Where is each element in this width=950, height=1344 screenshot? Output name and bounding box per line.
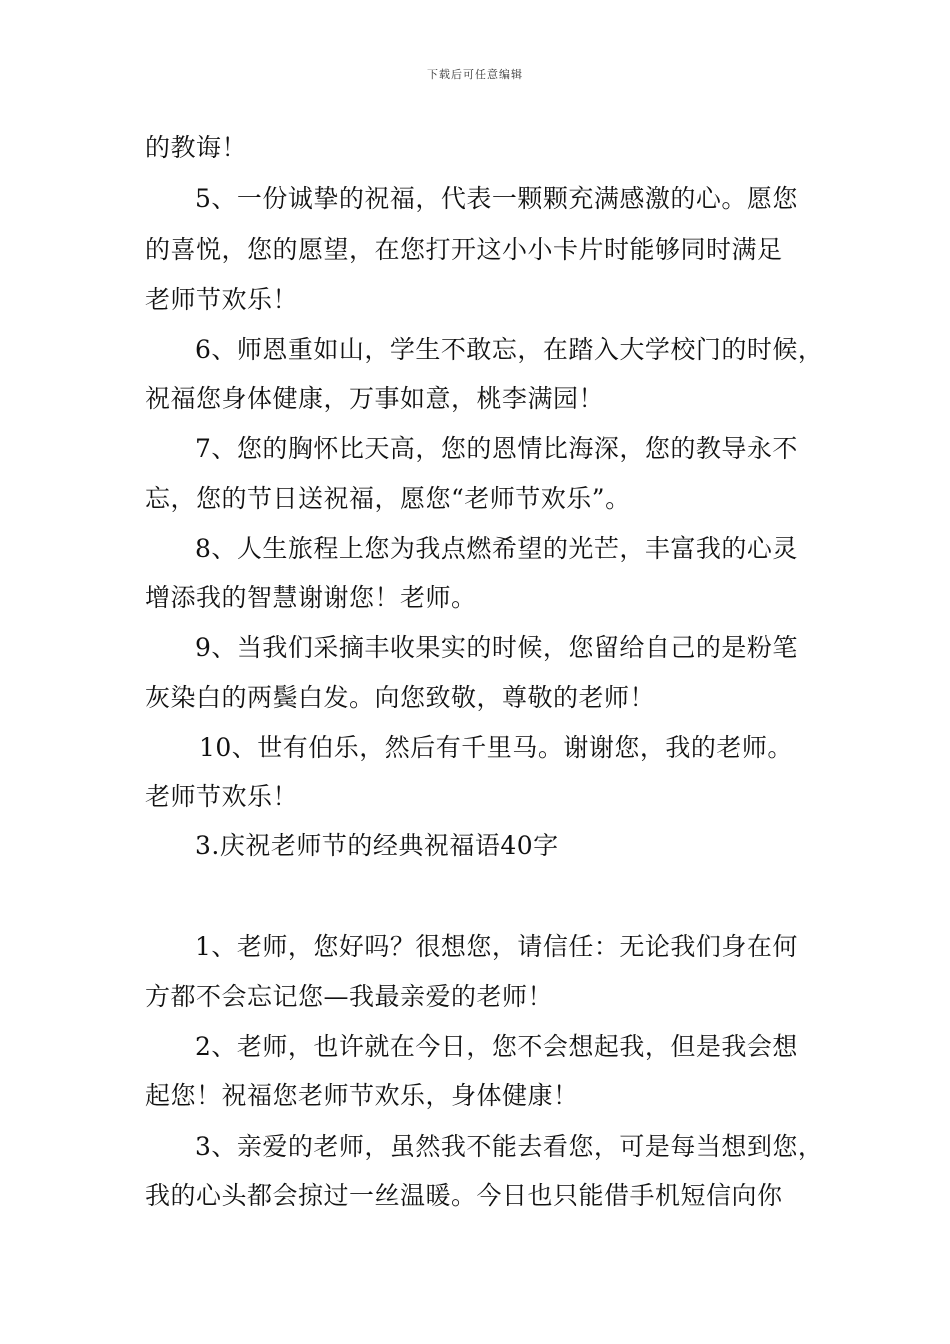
text-line: 我的心头都会掠过一丝温暖。今日也只能借手机短信向你 [145, 1181, 783, 1210]
text-line: 7、您的胸怀比天高，您的恩情比海深，您的教导永不 [195, 434, 798, 463]
text-line: 老师节欢乐！ [145, 285, 299, 314]
text-line: 8、人生旅程上您为我点燃希望的光芒，丰富我的心灵 [195, 534, 798, 563]
section-heading: 3.庆祝老师节的经典祝福语40字 [195, 831, 559, 860]
text-line: 9、当我们采摘丰收果实的时候，您留给自己的是粉笔 [195, 633, 798, 662]
page-header: 下载后可任意编辑 [427, 68, 523, 81]
text-line: 增添我的智慧谢谢您！老师。 [145, 583, 477, 612]
text-line: 1、老师，您好吗？很想您，请信任：无论我们身在何 [195, 932, 798, 961]
text-line: 2、老师，也许就在今日，您不会想起我，但是我会想 [195, 1032, 798, 1061]
text-line: 忘，您的节日送祝福，愿您“老师节欢乐”。 [145, 484, 631, 513]
text-line: 灰染白的两鬓白发。向您致敬，尊敬的老师！ [145, 683, 656, 712]
text-line: 6、师恩重如山，学生不敢忘，在踏入大学校门的时候， [195, 335, 824, 364]
text-line: 10、世有伯乐，然后有千里马。谢谢您，我的老师。 [199, 733, 793, 762]
text-line: 起您！祝福您老师节欢乐，身体健康！ [145, 1081, 579, 1110]
text-line: 3、亲爱的老师，虽然我不能去看您，可是每当想到您， [195, 1132, 824, 1161]
text-line: 5、一份诚挚的祝福，代表一颗颗充满感激的心。愿您 [195, 184, 798, 213]
text-line: 方都不会忘记您—我最亲爱的老师！ [145, 982, 554, 1011]
text-line: 的教诲！ [145, 133, 248, 162]
text-line: 的喜悦，您的愿望，在您打开这小小卡片时能够同时满足 [145, 235, 783, 264]
text-line: 老师节欢乐！ [145, 782, 299, 811]
text-line: 祝福您身体健康，万事如意，桃李满园！ [145, 384, 605, 413]
